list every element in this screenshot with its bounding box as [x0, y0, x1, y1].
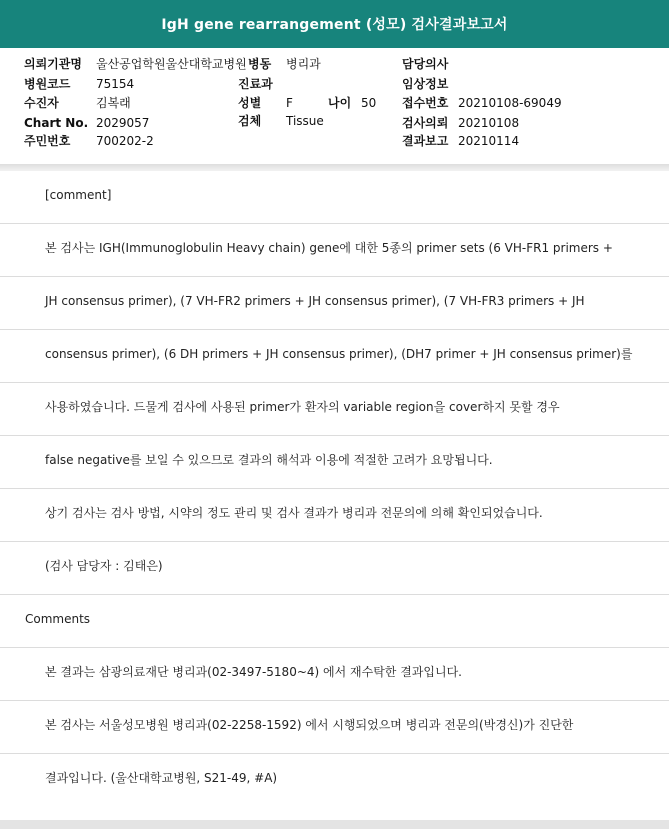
page-footer [0, 820, 669, 829]
list-item [0, 701, 669, 754]
list-item [0, 595, 669, 648]
row-text: Comments [25, 612, 91, 626]
specimen-value: Tissue [286, 114, 324, 128]
hospital-label: 의뢰기관명 [24, 57, 82, 71]
header-divider [0, 164, 669, 171]
row-text: 본 검사는 IGH(Immunoglobulin Heavy chain) gene에 대한 5종의 primer sets (6 VH-FR1 primers + [45, 241, 613, 255]
receipt-label: 접수번호 [402, 96, 449, 110]
patient-label: 수진자 [24, 96, 59, 110]
row-text: false negative를 보일 수 있으므로 결과의 해석과 이용에 적절한 고려가 요망됩니다. [45, 453, 493, 467]
row-text: (검사 담당자 : 김태은) [45, 559, 163, 573]
report-header [0, 48, 669, 164]
list-item [0, 277, 669, 330]
receipt-value: 20210108-69049 [458, 96, 562, 110]
report-title: IgH gene rearrangement (성모) 검사결과보고서 [0, 0, 669, 48]
row-text: 결과입니다. (울산대학교병원, S21-49, #A) [45, 771, 278, 785]
report-date-value: 20210114 [458, 134, 520, 148]
list-item [0, 436, 669, 489]
sex-label: 성별 [238, 96, 262, 110]
ward-value: 병리과 [286, 57, 321, 71]
code-label: 병원코드 [24, 77, 71, 91]
dept-label: 진료과 [238, 77, 273, 91]
list-item [0, 754, 669, 807]
chart-value: 2029057 [96, 116, 150, 130]
row-text: 사용하였습니다. 드물게 검사에 사용된 primer가 환자의 variable region을 cover하지 못할 경우 [45, 400, 560, 414]
clinical-label: 임상정보 [402, 77, 449, 91]
list-item [0, 542, 669, 595]
chart-label: Chart No. [24, 116, 89, 130]
row-text: 본 검사는 서울성모병원 병리과(02-2258-1592) 에서 시행되었으며 병리과 전문의(박경신)가 진단한 [45, 718, 574, 732]
row-text: [comment] [45, 188, 112, 202]
age-label: 나이 [328, 96, 352, 110]
row-text: consensus primer), (6 DH primers + JH consensus primer), (DH7 primer + JH consensus primer)를 [45, 347, 633, 361]
report-date-label: 결과보고 [402, 134, 449, 148]
rrn-label: 주민번호 [24, 134, 71, 148]
comment-rows [0, 171, 669, 821]
specimen-label: 검체 [238, 114, 262, 128]
row-text: 상기 검사는 검사 방법, 시약의 정도 관리 및 검사 결과가 병리과 전문의에 의해 확인되었습니다. [45, 506, 543, 520]
request-value: 20210108 [458, 116, 520, 130]
request-label: 검사의뢰 [402, 116, 449, 130]
patient-value: 김복래 [96, 96, 131, 110]
hospital-value: 울산공업학원울산대학교병원 [96, 57, 247, 71]
list-item [0, 489, 669, 542]
row-text: 본 결과는 삼광의료재단 병리과(02-3497-5180~4) 에서 재수탁한 결과입니다. [45, 665, 462, 679]
ward-label: 병동 [248, 57, 272, 71]
list-item [0, 648, 669, 701]
list-item [0, 224, 669, 277]
rrn-value: 700202-2 [96, 134, 154, 148]
list-item [0, 330, 669, 383]
doctor-label: 담당의사 [402, 57, 449, 71]
list-item [0, 171, 669, 224]
sex-value: F [286, 96, 293, 110]
age-value: 50 [361, 96, 377, 110]
list-item [0, 383, 669, 436]
code-value: 75154 [96, 77, 135, 91]
row-text: JH consensus primer), (7 VH-FR2 primers + JH consensus primer), (7 VH-FR3 primers + JH [45, 294, 585, 308]
